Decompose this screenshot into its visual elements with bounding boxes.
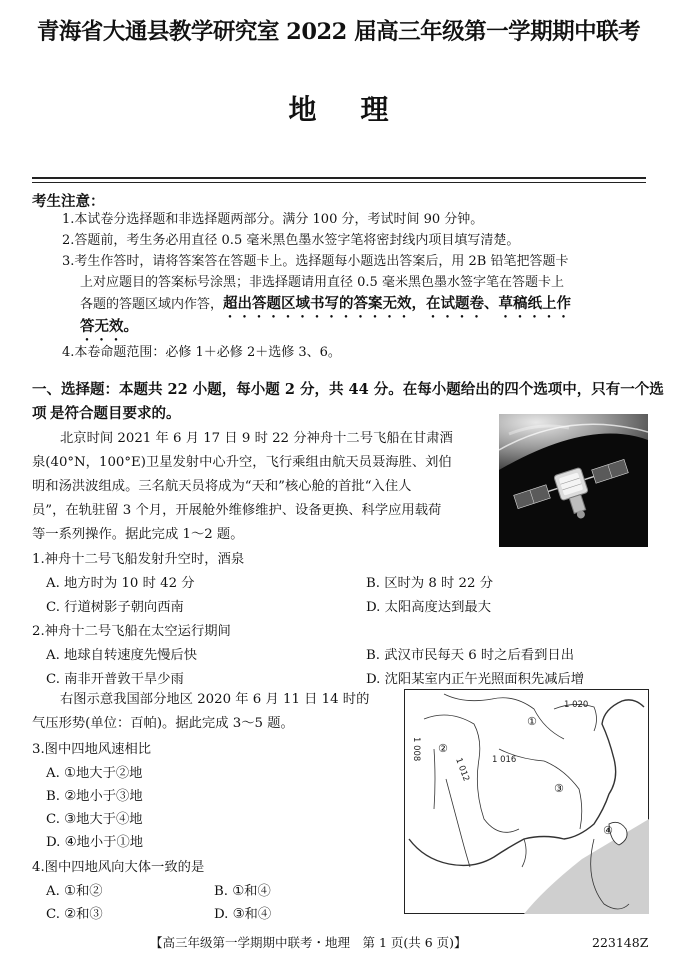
- isobar-label: 1 020: [564, 700, 589, 710]
- passage-line: 泉(40°N，100°E)卫星发射中心升空，飞行乘组由航天员聂海胜、刘伯: [32, 455, 452, 470]
- passage-line: 等一系列操作。据此完成 1～2 题。: [32, 527, 244, 542]
- option-c[interactable]: C. ②和③: [46, 907, 103, 922]
- question-stem: 1.神舟十二号飞船发射升空时，酒泉: [32, 552, 245, 567]
- note-text: 各题的答题区域内作答，: [80, 297, 224, 312]
- paper-code: 223148Z: [592, 935, 649, 950]
- emphasis-text: 超出答题区域书写的答案无效，在试题卷、草稿纸上作: [223, 295, 572, 312]
- passage-line: 气压形势(单位：百帕)。据此完成 3～5 题。: [32, 716, 294, 731]
- option-c[interactable]: C. ③地大于④地: [46, 812, 143, 827]
- notes-heading: 考生注意：: [32, 193, 105, 210]
- note-item: [80, 316, 138, 344]
- isobar-label: 1 008: [411, 737, 421, 762]
- option-d[interactable]: D. ④地小于①地: [46, 835, 144, 850]
- note-item: 2.答题前，考生务必用直径 0.5 毫米黑色墨水签字笔将密封线内项目填写清楚。: [62, 233, 520, 248]
- passage-line: 右图示意我国部分地区 2020 年 6 月 11 日 14 时的: [60, 692, 370, 707]
- subject-title: 地理: [288, 93, 433, 126]
- spacecraft-photo: [499, 414, 648, 547]
- note-item: 4.本卷命题范围：必修 1＋必修 2＋选修 3、6。: [62, 345, 341, 360]
- page-footer: 【高三年级第一学期期中联考・地理 第 1 页(共 6 页)】: [150, 935, 467, 950]
- option-a[interactable]: A. 地方时为 10 时 42 分: [46, 576, 195, 591]
- option-a[interactable]: A. 地球自转速度先慢后快: [46, 648, 198, 663]
- note-item: 3.考生作答时，请将答案答在答题卡上。选择题每小题选出答案后，用 2B 铅笔把答题卡: [62, 254, 569, 269]
- option-d[interactable]: D. 太阳高度达到最大: [366, 600, 492, 615]
- option-c[interactable]: C. 行道树影子朝向西南: [46, 600, 184, 615]
- option-d[interactable]: D. 沈阳某室内正午光照面积先减后增: [366, 672, 585, 687]
- map-point-2: ②: [438, 742, 448, 755]
- question-stem: 2.神舟十二号飞船在太空运行期间: [32, 624, 231, 639]
- exam-title: 青海省大通县教学研究室 2022 届高三年级第一学期期中联考: [36, 19, 641, 45]
- passage-line: 明和汤洪波组成。三名航天员将成为“天和”核心舱的首批“入住人: [32, 479, 412, 494]
- emphasis-text: 答无效。: [80, 318, 138, 335]
- option-a[interactable]: A. ①和②: [46, 884, 103, 899]
- option-b[interactable]: B. ①和④: [214, 884, 271, 899]
- passage-line: 员”，在轨驻留 3 个月，开展舱外维修维护、设备更换、科学应用载荷: [32, 503, 442, 518]
- section-heading: 是符合题目要求的。: [50, 405, 181, 422]
- map-point-1: ①: [527, 715, 537, 728]
- map-point-3: ③: [554, 782, 564, 795]
- isobar-label: 1 012: [453, 756, 471, 783]
- option-c[interactable]: C. 南非开普敦干旱少雨: [46, 672, 184, 687]
- passage-line: 北京时间 2021 年 6 月 17 日 9 时 22 分神舟十二号飞船在甘肃酒: [60, 431, 453, 446]
- note-item: [80, 293, 571, 321]
- pressure-map: [404, 689, 649, 914]
- divider: [32, 177, 646, 179]
- question-stem: 3.图中四地风速相比: [32, 742, 152, 757]
- option-b[interactable]: B. ②地小于③地: [46, 789, 143, 804]
- isobar-label: 1 016: [492, 755, 517, 765]
- section-heading: 一、选择题：本题共 22 小题，每小题 2 分，共 44 分。在每小题给出的四个选项中，只有一个选项: [32, 381, 664, 422]
- note-item: 1.本试卷分选择题和非选择题两部分。满分 100 分，考试时间 90 分钟。: [62, 212, 484, 227]
- question-stem: 4.图中四地风向大体一致的是: [32, 860, 205, 875]
- note-item: 上对应题目的答案标号涂黑；非选择题请用直径 0.5 毫米黑色墨水签字笔在答题卡上: [80, 275, 564, 290]
- map-point-4: ④: [603, 824, 613, 837]
- option-d[interactable]: D. ③和④: [214, 907, 272, 922]
- divider: [32, 182, 646, 183]
- option-a[interactable]: A. ①地大于②地: [46, 766, 143, 781]
- option-b[interactable]: B. 区时为 8 时 22 分: [366, 576, 493, 591]
- option-b[interactable]: B. 武汉市民每天 6 时之后看到日出: [366, 648, 574, 663]
